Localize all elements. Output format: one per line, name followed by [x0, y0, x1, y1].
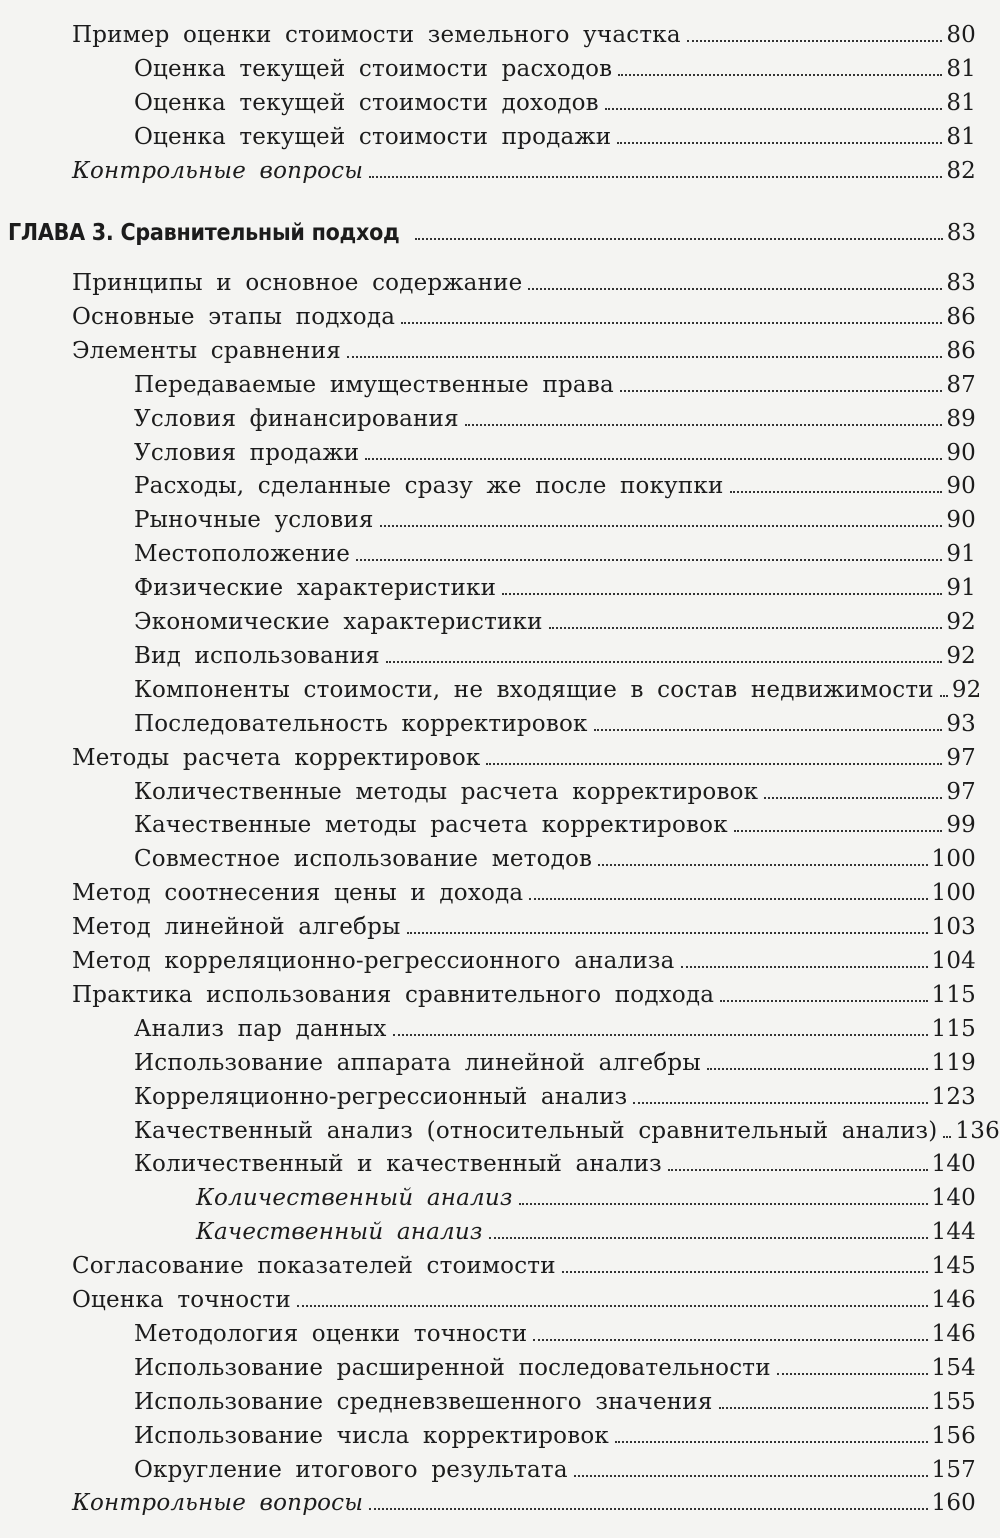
toc-entry-page-number: 82: [946, 158, 976, 184]
toc-entry-page-number: 146: [931, 1321, 976, 1347]
dot-leader: [562, 1270, 928, 1273]
toc-entry-title: Использование средневзвешенного значения: [134, 1389, 713, 1415]
dot-leader: [940, 694, 948, 697]
toc-entry-page-number: 119: [931, 1050, 976, 1076]
toc-entry: [134, 543, 976, 566]
toc-entry: [134, 577, 976, 600]
toc-entry: [134, 1357, 976, 1380]
toc-entry-page-number: 83: [946, 270, 976, 296]
dot-leader: [943, 1135, 951, 1138]
toc-entry: [134, 58, 976, 81]
toc-entry-page-number: 81: [946, 124, 976, 150]
toc-entry: [134, 677, 982, 703]
dot-leader: [528, 287, 942, 290]
dot-leader: [486, 762, 942, 765]
toc-entry: [134, 1018, 976, 1041]
dot-leader: [415, 237, 943, 240]
toc-entry: [72, 272, 976, 295]
toc-entry-title: Рыночные условия: [134, 507, 374, 533]
toc-entry-title: Расходы, сделанные сразу же после покупки: [134, 473, 724, 499]
toc-entry-title: Практика использования сравнительного подхода: [72, 982, 715, 1008]
toc-entry-page-number: 86: [946, 338, 976, 364]
dot-leader: [369, 175, 942, 178]
toc-entry: [72, 1289, 976, 1312]
toc-entry-page-number: 91: [946, 575, 976, 601]
toc-entry-page-number: 123: [931, 1084, 976, 1110]
toc-entry-title: Использование аппарата линейной алгебры: [134, 1050, 701, 1076]
toc-entry-title: Компоненты стоимости, не входящие в состав недвижимости: [134, 677, 934, 703]
toc-entry: [134, 611, 976, 634]
toc-entry-page-number: 92: [951, 677, 982, 703]
dot-leader: [380, 524, 943, 527]
toc-entry-title: Корреляционно-регрессионный анализ: [134, 1084, 628, 1110]
dot-leader: [356, 558, 942, 561]
dot-leader: [617, 141, 942, 144]
toc-entry-title: Условия продажи: [134, 440, 360, 466]
dot-leader: [605, 107, 943, 110]
toc-entry-title: Качественный анализ: [196, 1219, 483, 1245]
dot-leader: [369, 1507, 927, 1510]
toc-entry: [134, 1153, 976, 1176]
dot-leader: [533, 1338, 927, 1341]
toc-entry-page-number: 97: [946, 745, 976, 771]
toc-entry: [134, 814, 976, 837]
toc-entry: [72, 160, 976, 183]
toc-entry-page-number: 100: [931, 880, 976, 906]
toc-entry-title: Основные этапы подхода: [72, 304, 396, 330]
toc-entry-page-number: 87: [946, 372, 976, 398]
toc-entry: [134, 374, 976, 397]
toc-entry-page-number: 90: [946, 507, 976, 533]
toc-entry-page-number: 160: [931, 1490, 976, 1516]
toc-entry: [134, 1086, 976, 1109]
chapter-heading: [8, 222, 976, 245]
toc-entry-page-number: 93: [946, 711, 976, 737]
toc-entry-title: Количественные методы расчета корректировок: [134, 779, 759, 805]
chapter-title: ГЛАВА 3. Сравнительный подход: [8, 220, 400, 246]
toc-entry-title: Местоположение: [134, 541, 351, 567]
toc-entry: [134, 1052, 976, 1075]
toc-entry-page-number: 115: [931, 1016, 976, 1042]
dot-leader: [386, 660, 942, 663]
toc-entry: [72, 1492, 976, 1515]
toc-entry: [134, 848, 976, 871]
dot-leader: [574, 1474, 928, 1477]
toc-entry: [134, 713, 976, 736]
toc-entry-title: Контрольные вопросы: [72, 158, 364, 184]
toc-entry-page-number: 156: [931, 1423, 976, 1449]
toc-entry: [72, 882, 976, 905]
toc-entry-title: Метод соотнесения цены и дохода: [72, 880, 524, 906]
toc-entry-page-number: 146: [931, 1287, 976, 1313]
toc-entry: [134, 408, 976, 431]
toc-entry-title: Метод линейной алгебры: [72, 914, 401, 940]
toc-entry-page-number: 90: [946, 440, 976, 466]
toc-entry-page-number: 81: [946, 56, 976, 82]
dot-leader: [681, 965, 928, 968]
toc-entry: [134, 781, 976, 804]
dot-leader: [549, 626, 943, 629]
dot-leader: [730, 490, 943, 493]
toc-entry-title: Количественный и качественный анализ: [134, 1151, 662, 1177]
dot-leader: [777, 1372, 928, 1375]
toc-entry-page-number: 104: [931, 948, 976, 974]
dot-leader: [707, 1067, 928, 1070]
toc-entry-page-number: 91: [946, 541, 976, 567]
toc-entry: [72, 340, 976, 363]
toc-entry-title: Согласование показателей стоимости: [72, 1253, 556, 1279]
toc-entry-page-number: 81: [946, 90, 976, 116]
dot-leader: [668, 1168, 928, 1171]
toc-entry: [134, 1118, 1000, 1144]
toc-entry-page-number: 115: [931, 982, 976, 1008]
toc-entry: [72, 916, 976, 939]
dot-leader: [407, 931, 928, 934]
toc-entry-page-number: 136: [955, 1118, 1000, 1144]
dot-leader: [519, 1202, 928, 1205]
toc-entry-title: Использование числа корректировок: [134, 1423, 609, 1449]
toc-entry-page-number: 92: [946, 643, 976, 669]
toc-entry-page-number: 140: [931, 1151, 976, 1177]
toc-entry: [196, 1187, 976, 1210]
toc-entry-page-number: 157: [931, 1457, 976, 1483]
toc-entry-title: Вид использования: [134, 643, 380, 669]
toc-entry-page-number: 100: [931, 846, 976, 872]
toc-entry: [72, 306, 976, 329]
toc-entry-title: Анализ пар данных: [134, 1016, 387, 1042]
toc-entry-page-number: 103: [931, 914, 976, 940]
dot-leader: [734, 829, 943, 832]
toc-entry-page-number: 89: [946, 406, 976, 432]
dot-leader: [598, 863, 927, 866]
toc-entry: [72, 984, 976, 1007]
toc-entry: [134, 475, 976, 498]
dot-leader: [594, 728, 943, 731]
toc-entry: [72, 24, 976, 47]
toc-entry: [196, 1221, 976, 1244]
toc-entry: [72, 1255, 976, 1278]
toc-entry: [72, 747, 976, 770]
toc-entry-title: Пример оценки стоимости земельного участка: [72, 22, 681, 48]
dot-leader: [401, 321, 942, 324]
toc-entry-page-number: 155: [931, 1389, 976, 1415]
toc-entry: [134, 1459, 976, 1482]
dot-leader: [393, 1033, 928, 1036]
toc-entry-page-number: 145: [931, 1253, 976, 1279]
toc-entry-title: Совместное использование методов: [134, 846, 593, 872]
dot-leader: [620, 389, 942, 392]
toc-entry-title: Элементы сравнения: [72, 338, 341, 364]
toc-entry: [134, 126, 976, 149]
toc-entry-title: Контрольные вопросы: [72, 1490, 364, 1516]
toc-entry-title: Последовательность корректировок: [134, 711, 588, 737]
dot-leader: [297, 1304, 928, 1307]
toc-entry-title: Методы расчета корректировок: [72, 745, 481, 771]
toc-entry-title: Принципы и основное содержание: [72, 270, 523, 296]
toc-entry: [134, 92, 976, 115]
dot-leader: [502, 592, 942, 595]
toc-entry: [134, 442, 976, 465]
toc-entry-page-number: 144: [931, 1219, 976, 1245]
toc-entry-title: Оценка текущей стоимости доходов: [134, 90, 599, 116]
toc-entry-page-number: 86: [946, 304, 976, 330]
toc-entry-title: Передаваемые имущественные права: [134, 372, 614, 398]
toc-entry-page-number: 90: [946, 473, 976, 499]
toc-entry-title: Оценка текущей стоимости расходов: [134, 56, 613, 82]
toc-entry-page-number: 80: [946, 22, 976, 48]
dot-leader: [365, 457, 942, 460]
toc-entry-title: Методология оценки точности: [134, 1321, 528, 1347]
dot-leader: [618, 73, 942, 76]
dot-leader: [687, 39, 943, 42]
toc-entry-title: Условия финансирования: [134, 406, 459, 432]
toc-entry-title: Оценка текущей стоимости продажи: [134, 124, 612, 150]
dot-leader: [489, 1236, 928, 1239]
toc-entry-title: Количественный анализ: [196, 1185, 513, 1211]
toc-entry-title: Использование расширенной последовательности: [134, 1355, 771, 1381]
dot-leader: [529, 897, 927, 900]
toc-entry-page-number: 140: [931, 1185, 976, 1211]
toc-entry: [72, 950, 976, 973]
dot-leader: [615, 1440, 928, 1443]
toc-entry-page-number: 97: [946, 779, 976, 805]
toc-entry-title: Качественный анализ (относительный сравнительный анализ): [134, 1118, 938, 1144]
toc-entry-title: Экономические характеристики: [134, 609, 543, 635]
toc-entry-title: Оценка точности: [72, 1287, 291, 1313]
toc-entry-title: Округление итогового результата: [134, 1457, 568, 1483]
toc-entry: [134, 1425, 976, 1448]
dot-leader: [764, 796, 942, 799]
dot-leader: [633, 1101, 927, 1104]
toc-entry-page-number: 99: [946, 812, 976, 838]
toc-entry-page-number: 154: [931, 1355, 976, 1381]
toc-entry-title: Метод корреляционно-регрессионного анализа: [72, 948, 675, 974]
toc-entry: [134, 1323, 976, 1346]
dot-leader: [719, 1406, 928, 1409]
toc-entry: [134, 509, 976, 532]
toc-entry: [134, 1391, 976, 1414]
toc-entry-title: Физические характеристики: [134, 575, 497, 601]
toc-entry-page-number: 92: [946, 609, 976, 635]
dot-leader: [720, 999, 927, 1002]
toc-entry-title: Качественные методы расчета корректировок: [134, 812, 728, 838]
dot-leader: [465, 423, 943, 426]
toc-entry: [134, 645, 976, 668]
dot-leader: [347, 355, 942, 358]
chapter-page-number: 83: [946, 220, 976, 246]
